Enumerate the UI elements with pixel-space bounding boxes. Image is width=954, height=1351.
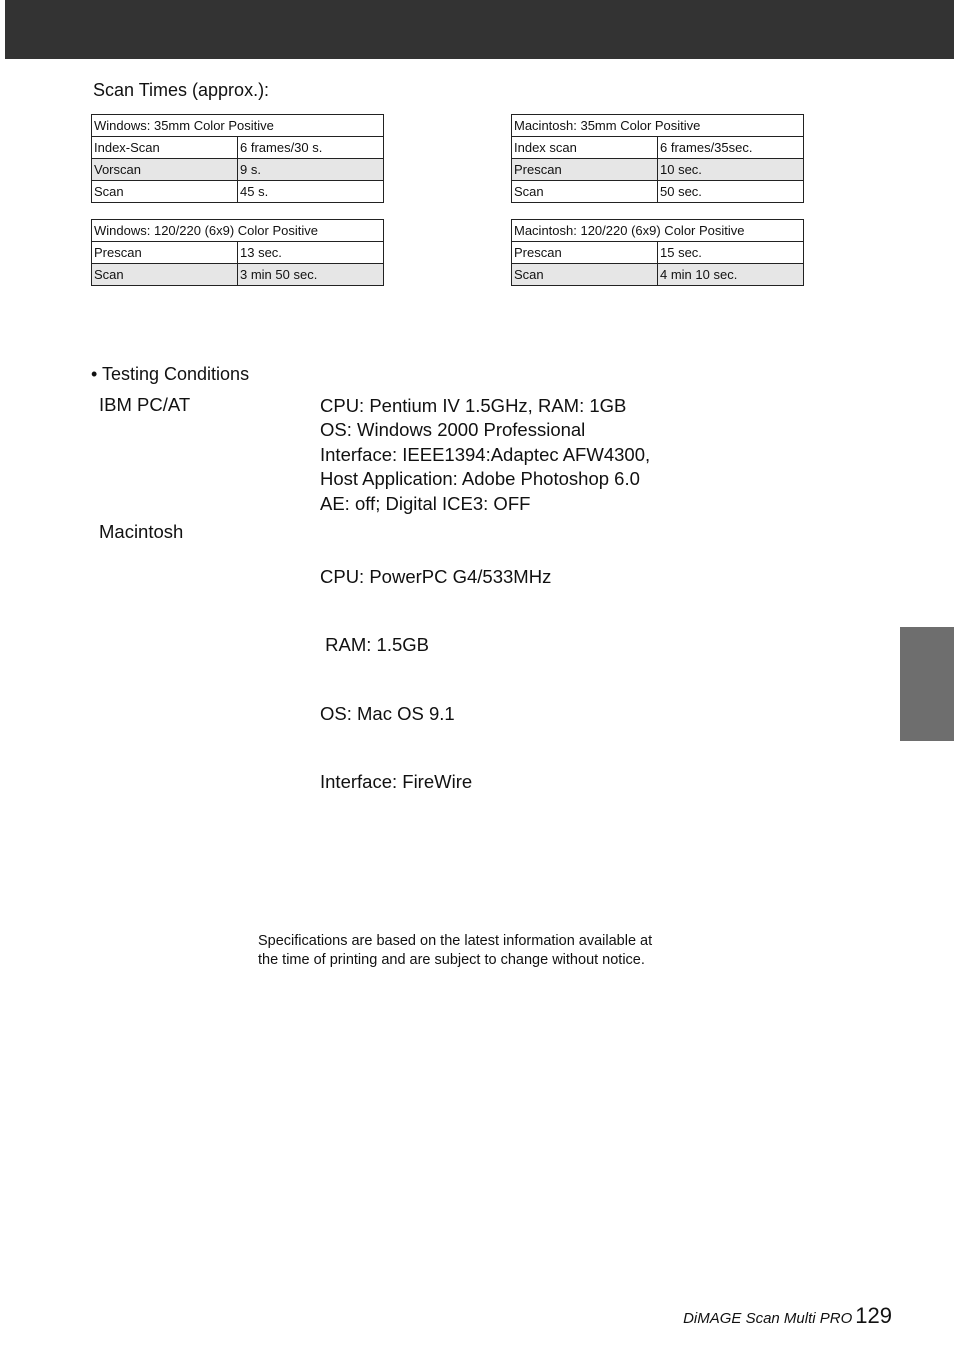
spec-line: RAM: 1.5GB: [320, 634, 429, 656]
spec-line: Interface: IEEE1394:Adaptec AFW4300,: [320, 443, 651, 465]
table-mac-120: [511, 219, 804, 286]
spec-line: CPU: Pentium IV 1.5GHz, RAM: 1GB: [320, 395, 627, 416]
table-windows-35mm: [91, 114, 384, 203]
ibm-specs: [320, 394, 650, 516]
spec-line: Host Application: Adobe Photoshop 6.0: [320, 468, 640, 490]
spec-line: CPU: PowerPC G4/533MHz: [320, 566, 552, 587]
scan-times-title: Scan Times (approx.):: [93, 80, 270, 100]
row-value: 9 s.: [238, 159, 384, 181]
row-value: 6 frames/35sec.: [658, 137, 804, 159]
row-label: Prescan: [512, 159, 658, 181]
product-name: DiMAGE Scan Multi PRO: [683, 1310, 853, 1327]
table-title: Windows: 35mm Color Positive: [92, 115, 384, 137]
row-label: Index-Scan: [92, 137, 238, 159]
row-value: 6 frames/30 s.: [238, 137, 384, 159]
table-row: [512, 242, 804, 264]
row-label: Scan: [92, 181, 238, 203]
table-row: [92, 137, 384, 159]
ibm-label: IBM PC/AT: [99, 394, 191, 415]
row-value: 45 s.: [238, 181, 384, 203]
spec-line: OS: Windows 2000 Professional: [320, 419, 586, 441]
page-footer: [683, 1303, 892, 1329]
row-value: 4 min 10 sec.: [658, 264, 804, 286]
row-value: 13 sec.: [238, 242, 384, 264]
row-label: Index scan: [512, 137, 658, 159]
table-row: [512, 137, 804, 159]
table-row: [512, 264, 804, 286]
table-title: Macintosh: 120/220 (6x9) Color Positive: [512, 220, 804, 242]
row-value: 3 min 50 sec.: [238, 264, 384, 286]
testing-conditions-title: • Testing Conditions: [91, 364, 250, 384]
table-row: [92, 181, 384, 203]
footnote-line: the time of printing and are subject to change without notice.: [258, 952, 645, 968]
mac-label: Macintosh: [99, 521, 184, 542]
row-value: 50 sec.: [658, 181, 804, 203]
chapter-side-tab: [900, 627, 954, 741]
spec-line: Interface: FireWire: [320, 771, 473, 793]
mac-specs: [320, 521, 551, 817]
table-row: [512, 181, 804, 203]
footnote-line: Specifications are based on the latest information available at: [258, 933, 653, 949]
table-title: Windows: 120/220 (6x9) Color Positive: [92, 220, 384, 242]
row-label: Prescan: [92, 242, 238, 264]
table-title: Macintosh: 35mm Color Positive: [512, 115, 804, 137]
table-row: [92, 242, 384, 264]
row-value: 15 sec.: [658, 242, 804, 264]
row-label: Scan: [92, 264, 238, 286]
row-label: Scan: [512, 181, 658, 203]
spec-line: OS: Mac OS 9.1: [320, 702, 455, 724]
page-number: 129: [855, 1303, 892, 1328]
specifications-footnote: [258, 932, 698, 970]
table-row: [512, 159, 804, 181]
table-row: [92, 159, 384, 181]
table-row: [92, 264, 384, 286]
row-label: Vorscan: [92, 159, 238, 181]
row-label: Prescan: [512, 242, 658, 264]
spec-line: AE: off; Digital ICE3: OFF: [320, 492, 531, 514]
table-windows-120: [91, 219, 384, 286]
row-label: Scan: [512, 264, 658, 286]
header-bar: [5, 0, 954, 59]
table-mac-35mm: [511, 114, 804, 203]
row-value: 10 sec.: [658, 159, 804, 181]
